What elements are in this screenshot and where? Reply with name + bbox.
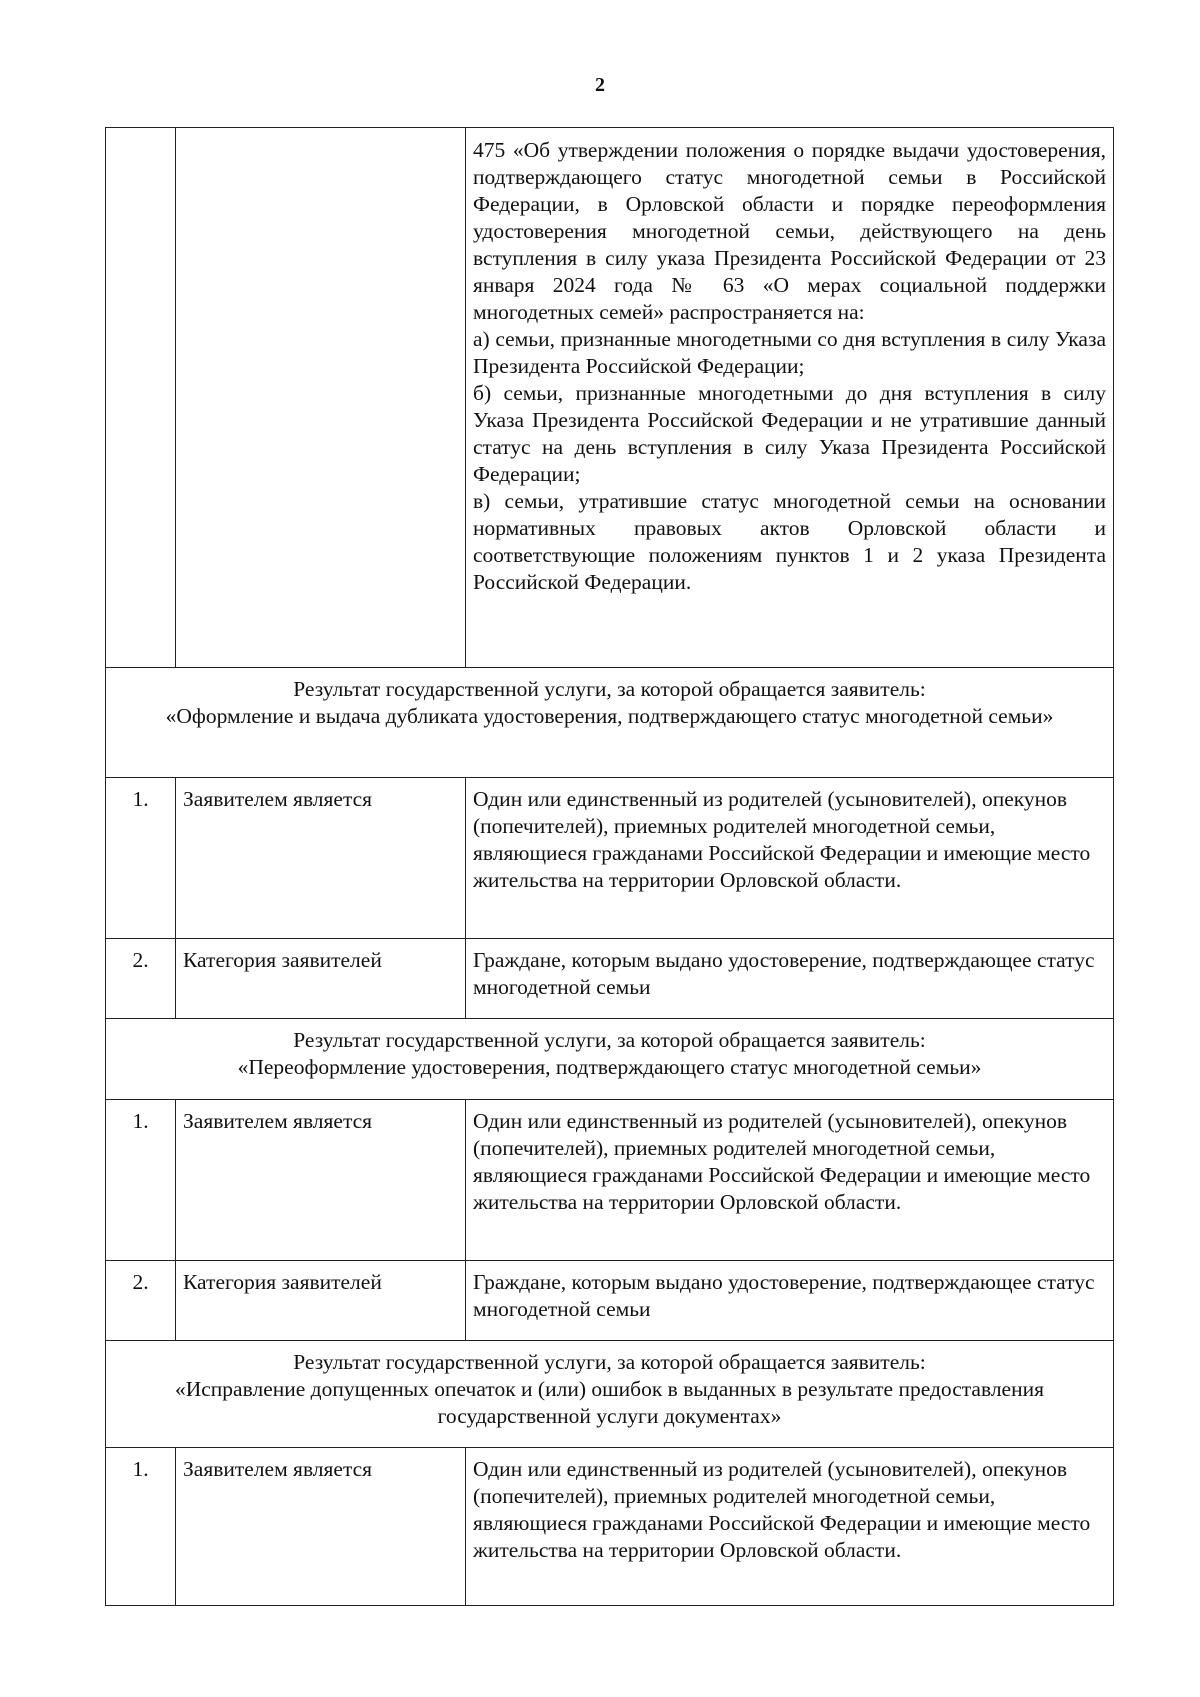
row-label: Категория заявителей [176, 1261, 466, 1341]
section-header [106, 1019, 1114, 1100]
table-row [106, 128, 1114, 668]
list-item: в) семьи, утратившие статус многодетной семьи на основании нормативных правовых актов Орловской области и соответствующие положениям пунктов 1 и 2 указа Президента Российской Федерации. [473, 489, 1106, 594]
table-row [106, 1261, 1114, 1341]
section-header-line1: Результат государственной услуги, за которой обращается заявитель: [293, 1028, 926, 1052]
row-number: 2. [106, 939, 176, 1019]
continuation-num-cell [106, 128, 176, 668]
section-header-line2: «Переоформление удостоверения, подтверждающего статус многодетной семьи» [237, 1055, 982, 1079]
row-text: Один или единственный из родителей (усыновителей), опекунов (попечителей), приемных родителей многодетной семьи, являющиеся гражданами Российской Федерации и имеющие место жительства на территории Орловской области. [466, 778, 1114, 939]
row-number: 1. [106, 1100, 176, 1261]
continuation-intro: 475 «Об утверждении положения о порядке выдачи удостоверения, подтверждающего статус многодетной семьи в Российской Федерации, в Орловской области и порядке переоформления удостоверения многодетной семьи, действующего на день вступления в силу указа Президента Российской Федерации от 23 января 2024 года № 63 «О мерах социальной поддержки многодетных семей» распространяется на: [473, 138, 1106, 324]
section-header [106, 1341, 1114, 1448]
continuation-text-cell [466, 128, 1114, 668]
section-header-line2: «Исправление допущенных опечаток и (или) ошибок в выданных в результате предоставления государственной услуги документах» [174, 1377, 1044, 1428]
row-text: Граждане, которым выдано удостоверение, подтверждающее статус многодетной семьи [466, 1261, 1114, 1341]
section-header-line1: Результат государственной услуги, за которой обращается заявитель: [293, 677, 926, 701]
row-number: 2. [106, 1261, 176, 1341]
services-table [105, 127, 1114, 1606]
section-header-line2: «Оформление и выдача дубликата удостоверения, подтверждающего статус многодетной семьи» [165, 704, 1054, 728]
row-label: Категория заявителей [176, 939, 466, 1019]
section-header-line1: Результат государственной услуги, за которой обращается заявитель: [293, 1350, 926, 1374]
row-number: 1. [106, 778, 176, 939]
section-header-row [106, 668, 1114, 778]
list-item: б) семьи, признанные многодетными до дня вступления в силу Указа Президента Российской Федерации и не утратившие данный статус на день вступления в силу Указа Президента Российской Федерации; [473, 381, 1106, 486]
row-label: Заявителем является [176, 1448, 466, 1606]
continuation-label-cell [176, 128, 466, 668]
section-header-row [106, 1341, 1114, 1448]
section-header [106, 668, 1114, 778]
row-text: Один или единственный из родителей (усыновителей), опекунов (попечителей), приемных родителей многодетной семьи, являющиеся гражданами Российской Федерации и имеющие место жительства на территории Орловской области. [466, 1448, 1114, 1606]
table-row [106, 1100, 1114, 1261]
row-label: Заявителем является [176, 1100, 466, 1261]
section-header-row [106, 1019, 1114, 1100]
table-row [106, 778, 1114, 939]
page-number: 2 [595, 74, 605, 96]
row-label: Заявителем является [176, 778, 466, 939]
table-row [106, 939, 1114, 1019]
list-item: а) семьи, признанные многодетными со дня вступления в силу Указа Президента Российской Федерации; [473, 327, 1106, 378]
row-text: Один или единственный из родителей (усыновителей), опекунов (попечителей), приемных родителей многодетной семьи, являющиеся гражданами Российской Федерации и имеющие место жительства на территории Орловской области. [466, 1100, 1114, 1261]
table-row [106, 1448, 1114, 1606]
row-text: Граждане, которым выдано удостоверение, подтверждающее статус многодетной семьи [466, 939, 1114, 1019]
row-number: 1. [106, 1448, 176, 1606]
